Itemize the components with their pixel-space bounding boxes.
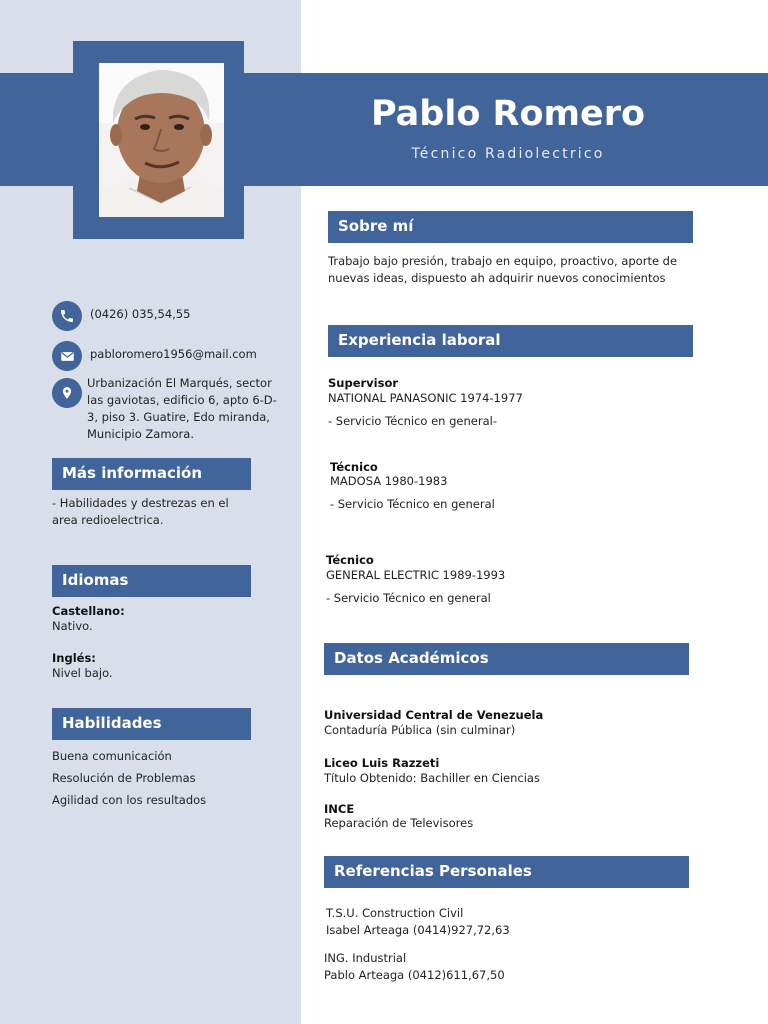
- job-description: - Servicio Técnico en general: [326, 591, 491, 605]
- person-role: Técnico Radiolectrico: [411, 146, 605, 162]
- job-company: GENERAL ELECTRIC 1989-1993: [326, 568, 506, 582]
- languages-heading: Idiomas: [52, 565, 251, 597]
- phone-icon: [52, 301, 82, 331]
- job-position: Técnico: [330, 460, 378, 474]
- about-text: Trabajo bajo presión, trabajo en equipo, proactivo, aporte de nuevas ideas, dispuesto ah adquirir nuevos conocimientos: [328, 254, 678, 285]
- person-name: Pablo Romero: [370, 94, 646, 134]
- phone-text: (0426) 035,54,55: [90, 307, 191, 321]
- skill-item: Buena comunicación: [52, 749, 172, 763]
- skill-item: Agilidad con los resultados: [52, 793, 207, 807]
- about-heading: Sobre mí: [328, 211, 693, 243]
- job-description: - Servicio Técnico en general-: [328, 414, 497, 428]
- school-detail: Contaduría Pública (sin culminar): [324, 723, 516, 737]
- reference-contact: Pablo Arteaga (0412)611,67,50: [324, 968, 505, 982]
- profile-photo: [99, 63, 224, 217]
- address-text: Urbanización El Marqués, sector las gaviotas, edificio 6, apto 6-D-3, piso 3. Guatire, Edo miranda, Municipio Zamora.: [87, 376, 277, 441]
- job-description: - Servicio Técnico en general: [330, 497, 495, 511]
- job-position: Supervisor: [328, 376, 399, 390]
- education-heading: Datos Académicos: [324, 643, 689, 675]
- school-name: INCE: [324, 802, 355, 816]
- mail-icon: [52, 341, 82, 371]
- language-level: Nivel bajo.: [52, 666, 113, 680]
- job-position: Técnico: [326, 553, 374, 567]
- references-heading: Referencias Personales: [324, 856, 689, 888]
- email-text: pabloromero1956@mail.com: [90, 347, 257, 361]
- school-name: Universidad Central de Venezuela: [324, 708, 544, 722]
- location-pin-icon: [52, 378, 82, 408]
- more-info-heading: Más información: [52, 458, 251, 490]
- language-level: Nativo.: [52, 619, 93, 633]
- language-name: Inglés:: [52, 651, 96, 665]
- reference-title: ING. Industrial: [324, 951, 407, 965]
- more-info-text: - Habilidades y destrezas en el area redioelectrica.: [52, 496, 229, 527]
- school-name: Liceo Luis Razzeti: [324, 756, 440, 770]
- school-detail: Reparación de Televisores: [324, 816, 474, 830]
- skills-heading: Habilidades: [52, 708, 251, 740]
- experience-heading: Experiencia laboral: [328, 325, 693, 357]
- skill-item: Resolución de Problemas: [52, 771, 196, 785]
- language-name: Castellano:: [52, 604, 125, 618]
- reference-contact: Isabel Arteaga (0414)927,72,63: [326, 923, 510, 937]
- job-company: NATIONAL PANASONIC 1974-1977: [328, 391, 523, 405]
- job-company: MADOSA 1980-1983: [330, 474, 448, 488]
- reference-title: T.S.U. Construction Civil: [326, 906, 464, 920]
- school-detail: Título Obtenido: Bachiller en Ciencias: [324, 771, 540, 785]
